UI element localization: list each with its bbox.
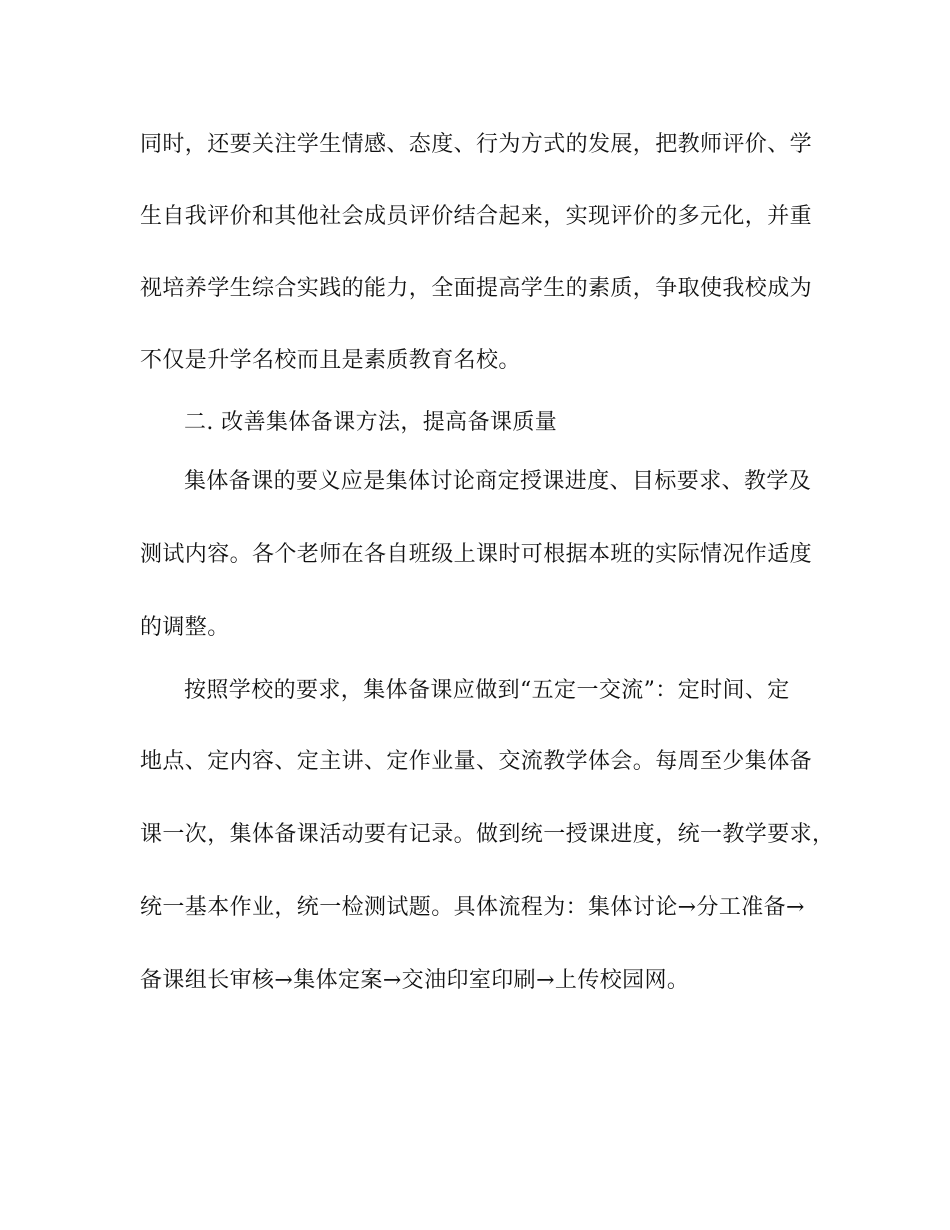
paragraph-line: 课一次，集体备课活动要有记录。做到统一授课进度，统一教学要求， <box>140 822 835 847</box>
paragraph-line: 视培养学生综合实践的能力，全面提高学生的素质，争取使我校成为 <box>140 276 813 301</box>
paragraph-line: 按照学校的要求，集体备课应做到“五定一交流”：定时间、定 <box>184 678 790 703</box>
paragraph-line: 集体备课的要义应是集体讨论商定授课进度、目标要求、教学及 <box>184 469 812 494</box>
paragraph-line: 统一基本作业，统一检测试题。具体流程为：集体讨论→分工准备→ <box>140 895 805 920</box>
paragraph-line: 生自我评价和其他社会成员评价结合起来，实现评价的多元化，并重 <box>140 204 813 229</box>
paragraph-line: 同时，还要关注学生情感、态度、行为方式的发展，把教师评价、学 <box>140 132 813 157</box>
paragraph-line: 不仅是升学名校而且是素质教育名校。 <box>140 348 521 373</box>
section-heading: 二. 改善集体备课方法，提高备课质量 <box>184 410 558 435</box>
paragraph-line: 地点、定内容、定主讲、定作业量、交流教学体会。每周至少集体备 <box>140 749 813 774</box>
paragraph-line: 备课组长审核→集体定案→交油印室印刷→上传校园网。 <box>140 968 690 993</box>
paragraph-line: 的调整。 <box>140 615 230 640</box>
paragraph-line: 测试内容。各个老师在各自班级上课时可根据本班的实际情况作适度 <box>140 542 813 567</box>
